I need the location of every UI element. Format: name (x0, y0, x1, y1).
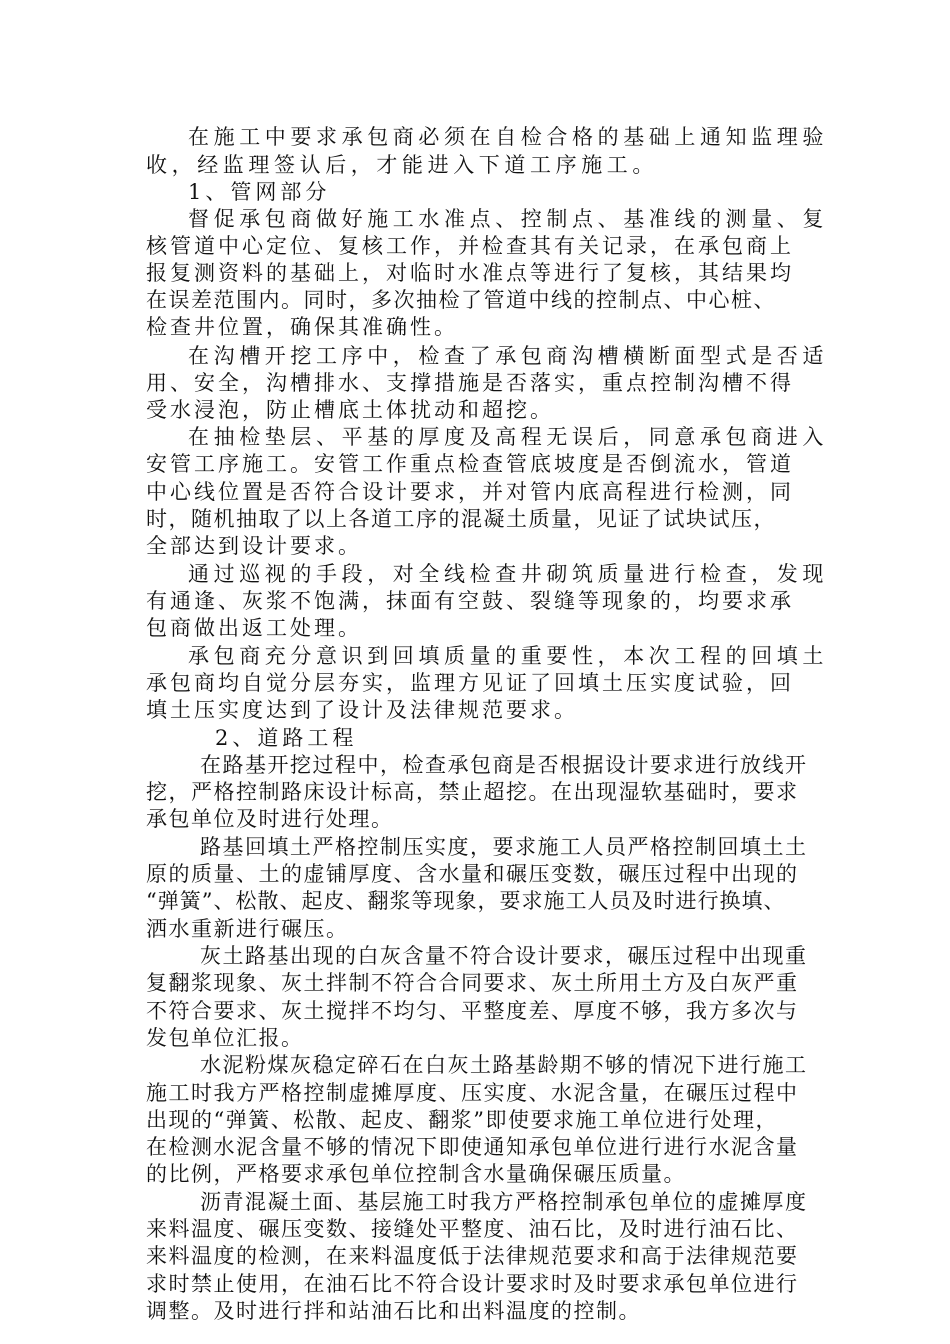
text-line: 施工时我方严格控制虚摊厚度、压实度、水泥含量，在碾压过程中 (146, 1081, 799, 1105)
text-line: 复翻浆现象、灰土拌制不符合合同要求、灰土所用土方及白灰严重 (146, 971, 799, 995)
text-line: 检查井位置，确保其准确性。 (146, 315, 458, 339)
text-line: 全部达到设计要求。 (146, 534, 362, 558)
text-line: 受水浸泡，防止槽底土体扰动和超挖。 (146, 398, 554, 422)
section-heading: 2、道路工程 (215, 726, 358, 750)
text-line: 收，经监理签认后，才能进入下道工序施工。 (146, 153, 658, 177)
text-line: 求时禁止使用，在油石比不符合设计要求时及时要求承包单位进行 (146, 1272, 799, 1296)
text-line: 灰土路基出现的白灰含量不符合设计要求，碾压过程中出现重 (200, 944, 808, 968)
text-line: 水泥粉煤灰稳定碎石在白灰土路基龄期不够的情况下进行施工 (200, 1053, 808, 1077)
text-line: 包商做出返工处理。 (146, 616, 362, 640)
text-line: 原的质量、土的虚铺厚度、含水量和碾压变数，碾压过程中出现的 (146, 862, 799, 886)
text-line: 来料温度的检测，在来料温度低于法律规范要求和高于法律规范要 (146, 1244, 799, 1268)
text-line: 时，随机抽取了以上各道工序的混凝土质量，见证了试块试压， (146, 507, 776, 531)
text-line: “弹簧”、松散、起皮、翻浆等现象，要求施工人员及时进行换填、 (146, 889, 786, 913)
text-line: 沥青混凝土面、基层施工时我方严格控制承包单位的虚摊厚度 (200, 1190, 808, 1214)
section-heading: 1、管网部分 (188, 180, 331, 204)
text-line: 调整。及时进行拌和站油石比和出料温度的控制。 (146, 1299, 641, 1323)
text-line: 填土压实度达到了设计及法律规范要求。 (146, 698, 578, 722)
text-line: 承包单位及时进行处理。 (146, 807, 394, 831)
text-line: 在施工中要求承包商必须在自检合格的基础上通知监理验 (188, 125, 828, 149)
text-line: 在检测水泥含量不够的情况下即使通知承包单位进行进行水泥含量 (146, 1135, 799, 1159)
text-line: 不符合要求、灰土搅拌不均匀、平整度差、厚度不够，我方多次与 (146, 999, 799, 1023)
text-line: 安管工序施工。安管工作重点检查管底坡度是否倒流水，管道 (146, 452, 794, 476)
text-line: 路基回填土严格控制压实度，要求施工人员严格控制回填土土 (200, 835, 808, 859)
text-line: 洒水重新进行碾压。 (146, 917, 349, 941)
text-line: 的比例，严格要求承包单位控制含水量确保碾压质量。 (146, 1162, 686, 1186)
text-line: 在抽检垫层、平基的厚度及高程无误后，同意承包商进入 (188, 425, 828, 449)
text-line: 来料温度、碾压变数、接缝处平整度、油石比，及时进行油石比、 (146, 1217, 799, 1241)
text-line: 核管道中心定位、复核工作，并检查其有关记录，在承包商上 (146, 234, 794, 258)
text-line: 挖，严格控制路床设计标高，禁止超挖。在出现湿软基础时，要求 (146, 780, 799, 804)
text-line: 发包单位汇报。 (146, 1026, 304, 1050)
text-line: 承包商充分意识到回填质量的重要性，本次工程的回填土 (188, 644, 828, 668)
text-line: 有通逢、灰浆不饱满，抹面有空鼓、裂缝等现象的，均要求承 (146, 589, 794, 613)
text-line: 用、安全，沟槽排水、支撑措施是否落实，重点控制沟槽不得 (146, 371, 794, 395)
text-line: 中心线位置是否符合设计要求，并对管内底高程进行检测，同 (146, 480, 794, 504)
text-line: 承包商均自觉分层夯实，监理方见证了回填土压实度试验，回 (146, 671, 794, 695)
text-line: 通过巡视的手段，对全线检查井砌筑质量进行检查，发现 (188, 562, 828, 586)
text-line: 在沟槽开挖工序中，检查了承包商沟槽横断面型式是否适 (188, 344, 828, 368)
text-line: 在误差范围内。同时，多次抽检了管道中线的控制点、中心桩、 (146, 288, 776, 312)
text-line: 出现的“弹簧、松散、起皮、翻浆”即使要求施工单位进行处理， (146, 1108, 778, 1132)
text-line: 督促承包商做好施工水准点、控制点、基准线的测量、复 (188, 207, 828, 231)
text-line: 在路基开挖过程中，检查承包商是否根据设计要求进行放线开 (200, 753, 808, 777)
text-line: 报复测资料的基础上，对临时水准点等进行了复核，其结果均 (146, 261, 794, 285)
